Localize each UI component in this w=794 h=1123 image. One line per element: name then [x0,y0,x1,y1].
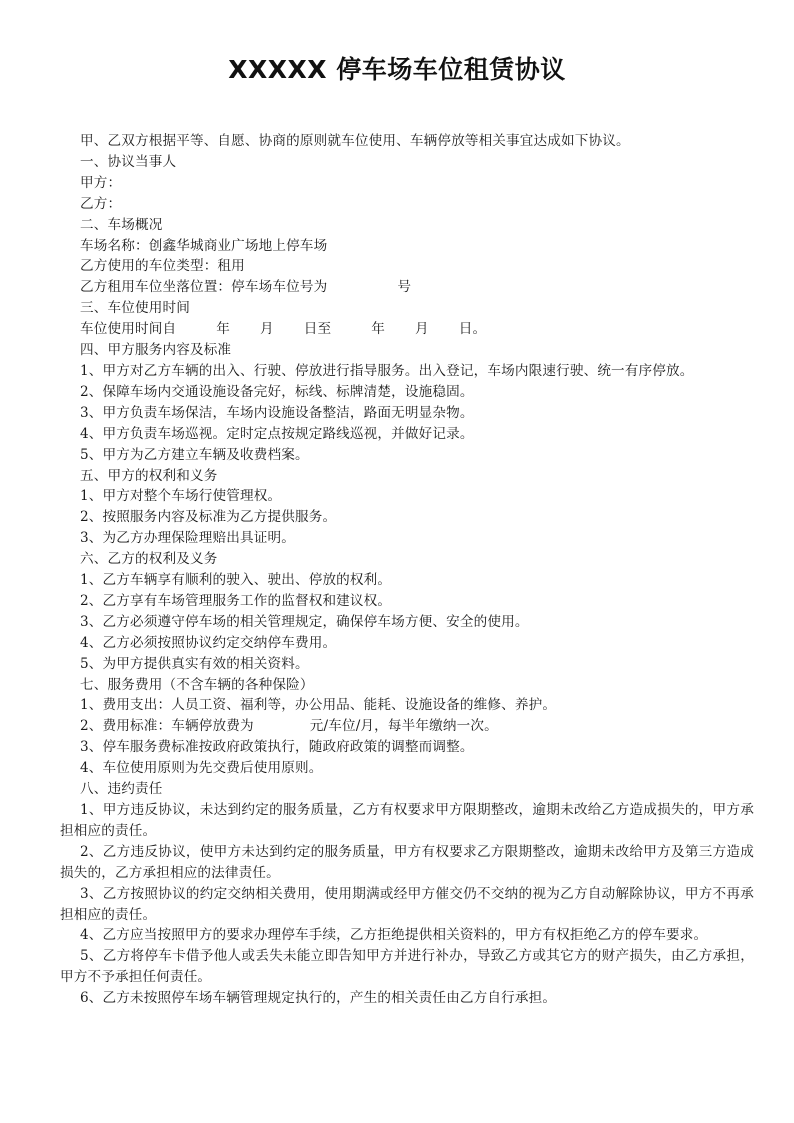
fee-standard-line [60,716,754,737]
parking-name-line: 车场名称：创鑫华城商业广场地上停车场 [80,237,328,254]
location-suffix: 号 [397,279,412,296]
party-b-line: 乙方： [80,195,122,212]
start-year-label: 年 [216,321,230,338]
intro-paragraph: 甲、乙双方根据平等、自愿、协商的原则就车位使用、车辆停放等相关事宜达成如下协议。 [80,133,630,149]
space-type-line: 乙方使用的车位类型：租用 [80,258,245,275]
fee-prefix: 2、费用标准：车辆停放费为 [80,718,254,735]
section-heading-services: 四、甲方服务内容及标准 [80,342,232,359]
liability-item: 5、乙方将停车卡借予他人或丢失未能立即告知甲方并进行补办，导致乙方或其它方的财产损失，由乙方承担，甲方不予承担任何责任。 [60,948,754,986]
section-heading-parties: 一、协议当事人 [80,153,177,170]
end-month-label: 月 [414,321,429,338]
section-heading-time: 三、车位使用时间 [80,300,190,317]
service-item: 2、保障车场内交通设施设备完好，标线、标牌清楚，设施稳固。 [80,383,474,400]
section-heading-fees: 七、服务费用（不含车辆的各种保险） [80,676,314,693]
liability-item: 2、乙方违反协议，使甲方未达到约定的服务质量，甲方有权要求乙方限期整改，逾期未改给甲方及第三方造成损失的，乙方承担相应的法律责任。 [60,843,754,881]
party-a-right-item: 1、甲方对整个车场行使管理权。 [80,488,282,505]
document-title: XXXXX 停车场车位租赁协议 [228,55,566,84]
service-item: 1、甲方对乙方车辆的出入、行驶、停放进行指导服务。出入登记，车场内限速行驶、统一有序停放。 [80,362,694,379]
party-b-right-item: 1、乙方车辆享有顺利的驶入、驶出、停放的权利。 [80,572,392,589]
usage-time-line [60,319,754,340]
fee-item: 4、车位使用原则为先交费后使用原则。 [80,760,323,777]
liability-item: 6、乙方未按照停车场车辆管理规定执行的，产生的相关责任由乙方自行承担。 [80,990,557,1007]
party-a-line: 甲方： [80,174,122,191]
time-prefix: 车位使用时间自 [80,321,177,338]
liability-item: 1、甲方违反协议，未达到约定的服务质量，乙方有权要求甲方限期整改，逾期未改给乙方造成损失的，甲方承担相应的责任。 [60,802,754,839]
party-b-right-item: 3、乙方必须遵守停车场的相关管理规定，确保停车场方便、安全的使用。 [80,613,529,630]
party-b-right-item: 2、乙方享有车场管理服务工作的监督权和建议权。 [80,592,392,609]
fee-suffix: 元/车位/月，每半年缴纳一次。 [309,718,498,735]
space-location-line [60,277,754,298]
fee-item: 3、停车服务费标准按政府政策执行，随政府政策的调整而调整。 [80,739,474,756]
liability-item: 3、乙方按照协议的约定交纳相关费用，使用期满或经甲方催交仍不交纳的视为乙方自动解除协议，甲方不再承担相应的责任。 [60,885,754,923]
party-b-right-item: 4、乙方必须按照协议约定交纳停车费用。 [80,634,337,651]
service-item: 3、甲方负责车场保洁，车场内设施设备整洁，路面无明显杂物。 [80,404,474,421]
party-b-right-item: 5、为甲方提供真实有效的相关资料。 [80,655,309,672]
section-heading-party-b-rights: 六、乙方的权利及义务 [80,551,218,568]
fee-item: 1、费用支出：人员工资、福利等，办公用品、能耗、设施设备的维修、养护。 [80,697,557,714]
party-a-right-item: 2、按照服务内容及标准为乙方提供服务。 [80,509,337,526]
start-day-label: 日至 [303,321,332,338]
section-heading-party-a-rights: 五、甲方的权利和义务 [80,467,218,484]
start-month-label: 月 [259,321,274,338]
liability-item: 4、乙方应当按照甲方的要求办理停车手续，乙方拒绝提供相关资料的，甲方有权拒绝乙方的停车要求。 [80,927,708,944]
end-day-label: 日。 [458,321,487,338]
service-item: 5、甲方为乙方建立车辆及收费档案。 [80,446,309,463]
location-prefix: 乙方租用车位坐落位置：停车场车位号为 [80,279,328,296]
end-year-label: 年 [371,321,385,338]
party-a-right-item: 3、为乙方办理保险理赔出具证明。 [80,530,295,547]
section-heading-overview: 二、车场概况 [80,216,163,233]
section-heading-liability: 八、违约责任 [80,781,163,798]
document-body [60,131,754,1009]
service-item: 4、甲方负责车场巡视。定时定点按规定路线巡视，并做好记录。 [80,425,474,442]
